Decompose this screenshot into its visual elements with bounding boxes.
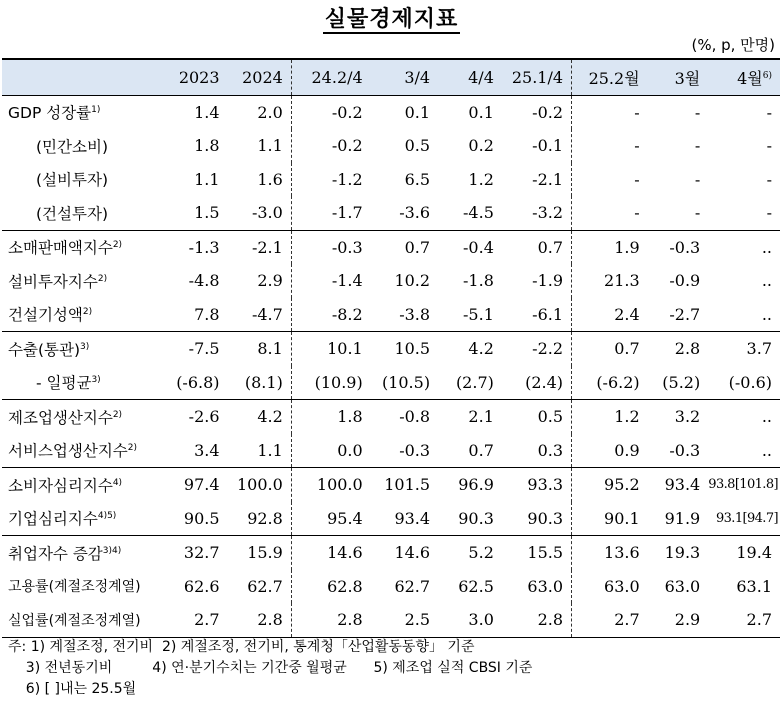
table-cell: -	[694, 102, 701, 122]
header-cell: 4월$^{6)}$	[737, 68, 772, 88]
table-cell: 0.2	[468, 136, 494, 156]
table-cell: 2.8	[648, 332, 709, 366]
table-cell: 1.1	[194, 169, 220, 189]
table-cell: -	[766, 203, 772, 223]
table-cell: 62.5	[458, 576, 494, 596]
table-cell: 1.8	[194, 136, 220, 156]
table-cell: 1.6	[257, 169, 283, 189]
table-row	[2, 230, 780, 264]
table-cell: 0.7	[502, 230, 572, 264]
footnote-line: 주: 1) 계절조정, 전기비 2) 계절조정, 전기비, 통계청「산업활동동향」 기준	[8, 639, 475, 655]
table-cell: -	[572, 95, 648, 129]
table-cell: -	[694, 136, 701, 156]
row-label: (민간소비)	[36, 137, 108, 156]
table-cell: -2.6	[163, 400, 228, 434]
table-cell: ..	[761, 304, 772, 324]
row-label: 기업심리지수$^{4)5)}$	[8, 510, 117, 529]
row-label: 건설기성액$^{2)}$	[8, 306, 93, 325]
table-cell: -3.0	[251, 203, 283, 223]
table-cell: -1.8	[463, 271, 494, 291]
table-cell: -	[766, 136, 772, 156]
table-cell: 63.1	[736, 576, 772, 596]
table-cell: 100.0	[228, 468, 292, 502]
table-cell: 0.1	[468, 102, 494, 122]
table-cell: 2.5	[371, 603, 438, 637]
table-cell: 2.0	[257, 102, 283, 122]
row-label: 실업률(계절조정계열)	[2, 603, 163, 637]
table-cell: -0.3	[648, 230, 709, 264]
table-cell: -6.1	[532, 304, 564, 324]
table-cell: -	[766, 102, 772, 122]
table-cell: ..	[761, 440, 772, 460]
table-cell: 2.9	[648, 603, 709, 637]
table-cell: 2.4	[572, 298, 648, 332]
table-cell: 2.8	[228, 603, 292, 637]
table-cell: -1.3	[163, 230, 228, 264]
table-cell: 15.9	[228, 536, 292, 570]
table-cell: 2.9	[257, 271, 283, 291]
table-cell: 90.3	[458, 508, 494, 528]
table-cell: 101.5	[371, 468, 438, 502]
row-label: 서비스업생산지수$^{2)}$	[8, 442, 138, 461]
table-cell: -3.2	[532, 203, 564, 223]
table-cell: (10.9)	[291, 366, 370, 400]
table-cell: -0.3	[399, 440, 431, 460]
table-cell: -4.5	[463, 203, 494, 223]
row-label: 소매판매액지수$^{2)}$	[2, 230, 163, 264]
unit-label: (%, p, 만명)	[691, 36, 775, 54]
table-cell: 63.0	[664, 576, 701, 596]
row-label: 고용률(계절조정계열)	[8, 579, 141, 596]
table-cell: 0.5	[404, 136, 431, 156]
row-label: 소비자심리지수$^{4)}$	[2, 468, 163, 502]
row-label: - 일평균$^{3)}$	[36, 374, 101, 393]
table-cell: 10.5	[371, 332, 438, 366]
header-cell: 25.1/4	[511, 67, 564, 87]
table-cell: 0.3	[537, 440, 564, 460]
table-cell: -	[694, 203, 701, 223]
table-cell: -1.2	[291, 163, 370, 197]
table-cell: -0.3	[291, 230, 370, 264]
table-cell: 10.1	[291, 332, 370, 366]
footnote-line: 3) 전년동기비 4) 연·분기수치는 기간중 월평균 5) 제조업 실적 CBSI 기준	[8, 660, 533, 676]
table-cell: 3.4	[194, 440, 220, 460]
table-cell: 13.6	[572, 536, 648, 570]
table-cell: 21.3	[572, 264, 648, 298]
table-row	[2, 95, 780, 129]
table-cell: -	[572, 163, 648, 197]
table-cell: 32.7	[163, 536, 228, 570]
table-cell: 2.7	[572, 603, 648, 637]
table-cell: 2.7	[163, 603, 228, 637]
table-cell: 96.9	[438, 468, 502, 502]
table-cell: 14.6	[291, 536, 370, 570]
table-cell: 3.2	[648, 400, 709, 434]
table-cell: -	[572, 196, 648, 230]
table-cell: -0.8	[371, 400, 438, 434]
table-cell: -0.1	[532, 136, 564, 156]
table-cell: 0.1	[404, 102, 431, 122]
table-cell: -0.9	[669, 271, 701, 291]
table-cell: (5.2)	[662, 372, 701, 392]
table-cell: 8.1	[228, 332, 292, 366]
table-cell: 2.1	[438, 400, 502, 434]
table-cell: 0.5	[502, 400, 572, 434]
table-row	[2, 468, 780, 502]
table-cell: 3.0	[438, 603, 502, 637]
table-cell: 62.7	[394, 576, 431, 596]
row-label: 수출(통관)$^{3)}$	[2, 332, 163, 366]
table-cell: ..	[708, 400, 780, 434]
table-cell: 90.1	[572, 502, 648, 536]
table-cell: -0.3	[669, 440, 701, 460]
table-cell: 63.0	[527, 576, 564, 596]
table-cell: (10.5)	[381, 372, 431, 392]
page-title: 실물경제지표	[324, 7, 459, 32]
table-cell: 1.2	[572, 400, 648, 434]
table-cell: 1.2	[468, 169, 494, 189]
table-cell: -0.2	[291, 129, 370, 163]
table-cell: 95.2	[572, 468, 648, 502]
table-cell: -1.9	[532, 271, 564, 291]
table-cell: 4.2	[438, 332, 502, 366]
header-cell: 2023	[178, 67, 220, 87]
table-cell: -0.2	[532, 102, 564, 122]
table-cell: -0.2	[291, 95, 370, 129]
table-row	[2, 434, 780, 468]
table-cell: 97.4	[163, 468, 228, 502]
row-label: 제조업생산지수$^{2)}$	[2, 400, 163, 434]
table-row	[2, 129, 780, 163]
table-cell: 0.7	[468, 440, 494, 460]
table-cell: 90.3	[527, 508, 564, 528]
table-cell: (-0.6)	[728, 372, 772, 392]
table-row	[2, 400, 780, 434]
table-cell: (2.7)	[455, 372, 494, 392]
table-cell: -0.4	[438, 230, 502, 264]
table-cell: 7.8	[194, 304, 220, 324]
header-cell	[2, 59, 163, 95]
table-cell: 0.7	[371, 230, 438, 264]
table-cell: 10.2	[394, 271, 431, 291]
row-label: 취업자수 증감$^{3)4)}$	[2, 536, 163, 570]
table-cell: 4.2	[228, 400, 292, 434]
table-cell: 5.2	[438, 536, 502, 570]
table-cell: -	[694, 169, 701, 189]
table-cell: 14.6	[371, 536, 438, 570]
table-cell: 2.7	[708, 603, 780, 637]
table-cell: -1.7	[291, 196, 370, 230]
table-cell: -	[766, 169, 772, 189]
row-label: (건설투자)	[36, 204, 108, 223]
table-cell: -1.4	[291, 264, 370, 298]
table-header	[2, 59, 780, 95]
table-cell: -8.2	[291, 298, 370, 332]
footnote-line: 6) [ ]내는 25.5월	[8, 681, 137, 697]
table-row	[2, 603, 780, 637]
table-row	[2, 196, 780, 230]
table-row	[2, 570, 780, 604]
table-cell: -4.8	[188, 271, 220, 291]
table-cell: 92.8	[247, 508, 283, 528]
table-cell: (8.1)	[244, 372, 283, 392]
table-cell: 1.1	[257, 136, 283, 156]
table-cell: 6.5	[404, 169, 431, 189]
table-cell: 93.8[101.8]	[708, 468, 780, 502]
table-cell: -5.1	[463, 304, 494, 324]
row-label: 설비투자지수$^{2)}$	[8, 272, 108, 291]
table-cell: 19.4	[708, 536, 780, 570]
row-label: (설비투자)	[36, 171, 108, 190]
table-cell: 100.0	[291, 468, 370, 502]
table-cell: -3.8	[399, 304, 431, 324]
footnotes	[8, 637, 532, 700]
table-cell: 3.7	[708, 332, 780, 366]
table-cell: 1.5	[194, 203, 220, 223]
table-cell: -3.6	[399, 203, 431, 223]
table-cell: 15.5	[502, 536, 572, 570]
table-cell: 62.8	[291, 570, 370, 604]
table-cell: -2.7	[669, 304, 701, 324]
table-row	[2, 366, 780, 400]
table-cell: 1.8	[291, 400, 370, 434]
row-label: GDP 성장률$^{1)}$	[8, 104, 101, 123]
table-cell: ..	[708, 230, 780, 264]
header-cell: 4/4	[468, 67, 494, 87]
table-cell: 93.3	[502, 468, 572, 502]
table-cell: 93.1[94.7]	[715, 510, 778, 526]
header-cell: 2024	[242, 67, 283, 87]
table-cell: -2.2	[502, 332, 572, 366]
table-cell: 93.4	[648, 468, 709, 502]
table-cell: -4.7	[251, 304, 283, 324]
header-cell: 3/4	[404, 67, 431, 87]
table-cell: 2.8	[502, 603, 572, 637]
table-cell: 95.4	[291, 502, 370, 536]
table-cell: 1.9	[572, 230, 648, 264]
table-cell: 0.0	[291, 434, 370, 468]
table-cell: 2.8	[291, 603, 370, 637]
table-cell: (2.4)	[525, 372, 564, 392]
indicator-table	[2, 58, 780, 638]
header-cell: 3월	[674, 68, 701, 88]
table-cell: 0.7	[572, 332, 648, 366]
table-cell: 1.4	[194, 102, 220, 122]
table-cell: (-6.8)	[176, 372, 220, 392]
table-cell: -2.1	[532, 169, 564, 189]
table-row	[2, 163, 780, 197]
table-cell: 93.4	[394, 508, 431, 528]
table-cell: 1.1	[257, 440, 283, 460]
header-cell: 25.2월	[572, 59, 648, 95]
table-cell: 62.6	[183, 576, 220, 596]
table-cell: -7.5	[163, 332, 228, 366]
table-row	[2, 332, 780, 366]
table-cell: -2.1	[228, 230, 292, 264]
table-row	[2, 264, 780, 298]
table-cell: 62.7	[247, 576, 283, 596]
table-cell: 19.3	[648, 536, 709, 570]
table-cell: (-6.2)	[572, 366, 648, 400]
table-cell: 63.0	[572, 570, 648, 604]
table-cell: ..	[761, 271, 772, 291]
table-cell: -	[572, 129, 648, 163]
table-cell: 0.9	[572, 434, 648, 468]
table-row	[2, 298, 780, 332]
header-cell: 24.2/4	[291, 59, 370, 95]
table-row	[2, 502, 780, 536]
table-cell: 91.9	[664, 508, 701, 528]
table-row	[2, 536, 780, 570]
table-cell: 90.5	[183, 508, 220, 528]
